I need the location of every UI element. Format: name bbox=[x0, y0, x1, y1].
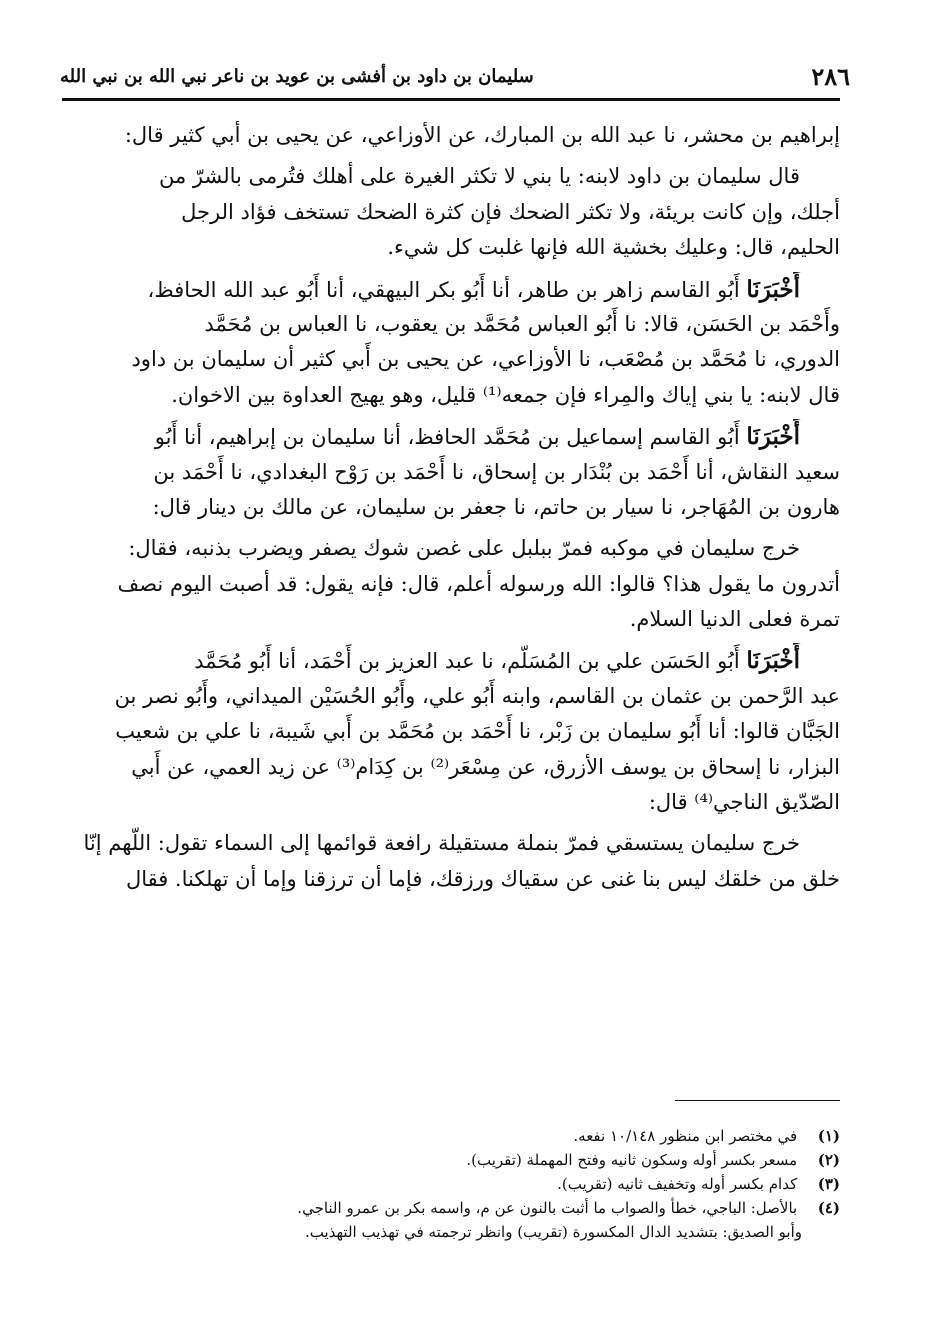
paragraph-1 bbox=[72, 118, 840, 153]
paragraph-4 bbox=[72, 419, 840, 525]
paragraph-3 bbox=[72, 272, 840, 414]
header-rule bbox=[62, 98, 840, 101]
text-line: هارون بن المُهَاجر، نا سيار بن حاتم، نا جعفر بن سليمان، عن مالك بن دينار قال: bbox=[152, 494, 840, 519]
text-line bbox=[72, 643, 840, 678]
footnote-number: (١) bbox=[817, 1127, 840, 1145]
running-title: سليمان بن داود بن أفشى بن عويد بن ناعر نبي الله بن نبي الله bbox=[60, 66, 534, 87]
text-line: خلق من خلقك ليس بنا غنى عن سقياك ورزقك، فإما أن ترزقنا وإما أن تهلكنا. فقال bbox=[125, 866, 840, 891]
footnote-number: (٣) bbox=[817, 1175, 840, 1193]
footnote-text: بالأصل: الباجي، خطأ والصواب ما أثبت بالنون عن م، واسمه بكر بن عمرو الناجي. bbox=[297, 1199, 798, 1217]
paragraph-5 bbox=[72, 531, 840, 637]
text-line: الدوري، نا مُحَمَّد بن مُصْعَب، نا الأوزاعي، عن يحيى بن أَبي كثير أن سليمان بن داود bbox=[131, 347, 840, 372]
body-text bbox=[72, 118, 840, 897]
footnote-number: (٤) bbox=[817, 1199, 840, 1217]
footnote-text: في مختصر ابن منظور ١٠/١٤٨ نفعه. bbox=[573, 1127, 798, 1145]
footnote-1 bbox=[200, 1124, 840, 1148]
text-line: الصّدّيق الناجي⁽⁴⁾ قال: bbox=[648, 790, 840, 815]
paragraph-2 bbox=[72, 159, 840, 265]
text-run: أَبُو الحَسَن علي بن المُسَلّم، نا عبد العزيز بن أَحْمَد، أنا أَبُو مُحَمَّد bbox=[194, 649, 747, 674]
akhbarana-lead: أَخْبَرَنَا bbox=[746, 647, 800, 675]
paragraph-7 bbox=[72, 826, 840, 897]
text-line: البزار، نا إسحاق بن يوسف الأزرق، عن مِسْعَر⁽²⁾ بن كِدَام⁽³⁾ عن زيد العمي، عن أَبي bbox=[131, 754, 840, 779]
akhbarana-lead: أَخْبَرَنَا bbox=[746, 275, 800, 303]
text-line: خرج سليمان يستسقي فمرّ بنملة مستقيلة رافعة قوائمها إلى السماء تقول: اللّهم إنّا bbox=[83, 831, 800, 856]
text-run: أَبُو القاسم إسماعيل بن مُحَمَّد الحافظ، أنا سليمان بن إبراهيم، أنا أَبُو bbox=[154, 425, 747, 450]
text-line: قال سليمان بن داود لابنه: يا بني لا تكثر الغيرة على أهلك فتُرمى بالشرّ من bbox=[158, 164, 800, 189]
footnote-text: كدام بكسر أوله وتخفيف ثانيه (تقريب). bbox=[557, 1175, 798, 1193]
text-line: الحليم، قال: وعليك بخشية الله فإنها غلبت كل شيء. bbox=[387, 235, 840, 260]
footnote-2 bbox=[200, 1148, 840, 1172]
text-line: تمرة فعلى الدنيا السلام. bbox=[629, 607, 840, 632]
text-line: إبراهيم بن محشر، نا عبد الله بن المبارك، عن الأوزاعي، عن يحيى بن أبي كثير قال: bbox=[124, 123, 840, 147]
footnote-number: (٢) bbox=[817, 1151, 840, 1169]
text-line: سعيد النقاش، أنا أَحْمَد بن بُنْدَار بن إسحاق، نا أَحْمَد بن رَوْح البغدادي، نا أَحْمَد بن bbox=[153, 459, 840, 484]
text-line: وأَحْمَد بن الحَسَن، قالا: نا أَبُو العباس مُحَمَّد بن يعقوب، نا العباس بن مُحَمَّد bbox=[204, 311, 840, 336]
text-line: الجَبَّان قالوا: أنا أَبُو سليمان بن زَبْر، نا أَحْمَد بن مُحَمَّد بن أَبي شَيبة، نا علي بن شعيب bbox=[115, 719, 840, 744]
footnote-4 bbox=[200, 1196, 840, 1220]
text-line: أجلك، وإن كانت بريئة، ولا تكثر الضحك فإن كثرة الضحك تستخف فؤاد الرجل bbox=[181, 199, 840, 224]
text-line: أتدرون ما يقول هذا؟ قالوا: الله ورسوله أعلم، قال: فإنه يقول: قد أصبت اليوم نصف bbox=[117, 571, 840, 596]
footnote-3 bbox=[200, 1172, 840, 1196]
text-run: أَبُو القاسم زاهر بن طاهر، أنا أَبُو بكر البيهقي، أنا أَبُو عبد الله الحافظ، bbox=[147, 277, 747, 302]
page-header bbox=[60, 62, 850, 96]
text-line: قال لابنه: يا بني إياك والمِراء فإن جمعه⁽¹⁾ قليل، وهو يهيج العداوة بين الاخوان. bbox=[171, 382, 840, 407]
text-line: عبد الرَّحمن بن عثمان بن القاسم، وابنه أَبُو علي، وأَبُو الحُسَيْن الميداني، وأَبُو نصر بن bbox=[114, 683, 840, 708]
footnote-text: مسعر بكسر أوله وسكون ثانيه وفتح المهملة (تقريب). bbox=[466, 1151, 798, 1169]
footnotes bbox=[200, 1124, 840, 1244]
paragraph-6 bbox=[72, 643, 840, 820]
text-line: خرج سليمان في موكبه فمرّ ببلبل على غصن شوك يصفر ويضرب بذنبه، فقال: bbox=[128, 536, 800, 561]
akhbarana-lead: أَخْبَرَنَا bbox=[746, 423, 800, 451]
text-line bbox=[72, 272, 840, 307]
text-line bbox=[72, 419, 840, 454]
footnote-rule bbox=[675, 1100, 840, 1101]
page-number: ٢٨٦ bbox=[811, 62, 850, 91]
footnote-continuation: وأبو الصديق: بتشديد الدال المكسورة (تقريب) وانظر ترجمته في تهذيب التهذيب. bbox=[304, 1223, 802, 1241]
